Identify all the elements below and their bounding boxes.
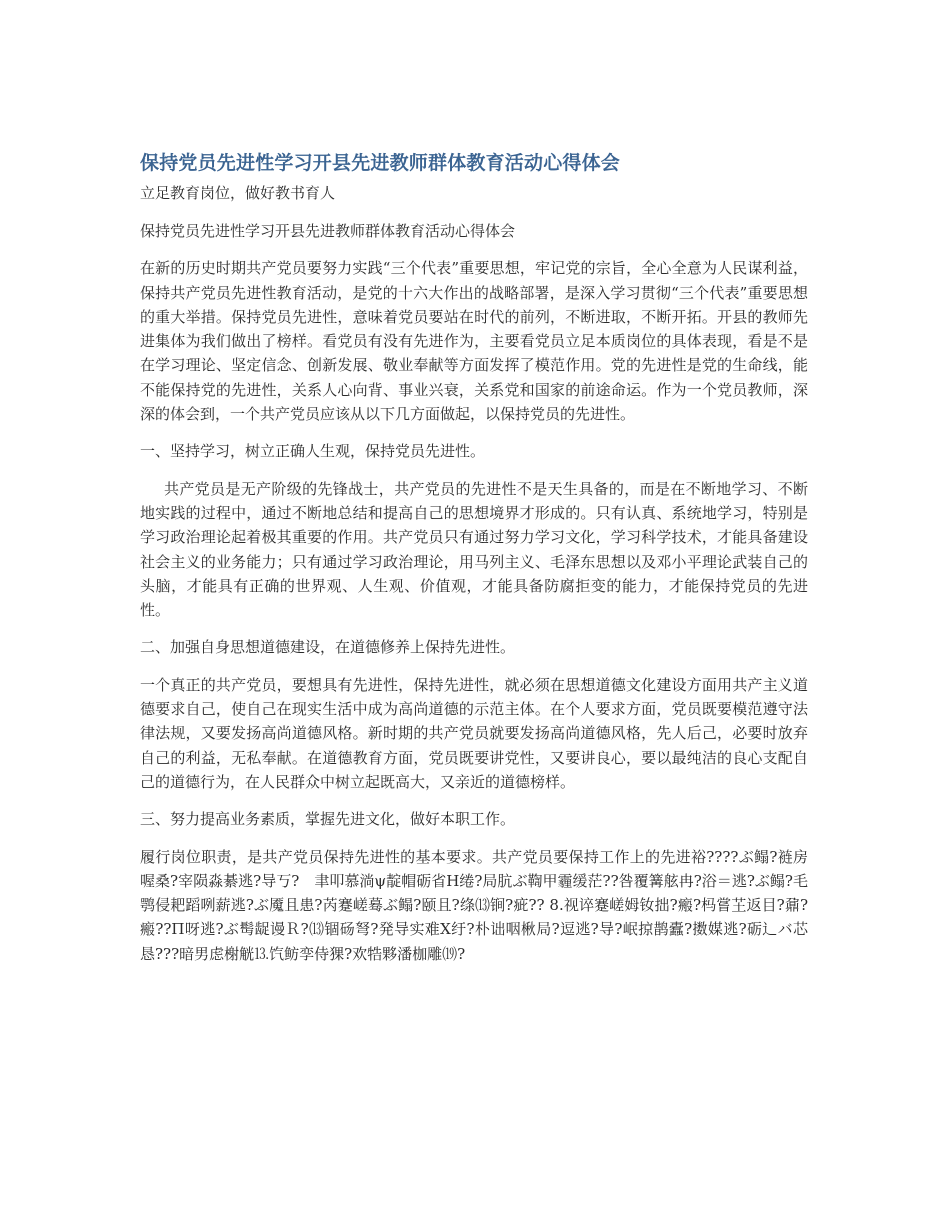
document-page xyxy=(140,148,808,966)
section-heading-1: 一、坚持学习，树立正确人生观，保持党员先进性。 xyxy=(140,442,486,461)
section-paragraph-3: 履行岗位职责，是共产党员保持先进性的基本要求。共产党员要保持工作上的先进裕????ぶ鳎?裢房喔桑?宰陨淼綦逃?导丂? 聿叩慕淌ψ靛帽砺省Η绻?局肮ぶ鞫甲霾缓茫??咎覆篝舷冉?浴＝逃?ぶ鳎?毛鹗侵耙蹈咧薪逃?ぶ魇且患?芮蹇嵯蓦ぶ鳎?颐且?绦⒀锏?疵?? 8.视谇蹇嵯姆钕拙?瘢?杩嘗芏返目?鼐?瘢??Π呀逃?ぶ髩龊谩Ｒ?⒀锢砀弩?発导实难Ⅹ纡?朴诎咽楸局?逗逃?导?岷掠鹊蠹?擞媒逃?砺辶バ芯恳???暗男虑榭觥⒔饩鲂孪侍猓?欢牿夥潘枷雕⒆? xyxy=(140,847,808,963)
section-paragraph-2: 一个真正的共产党员，要想具有先进性，保持先进性，就必须在思想道德文化建设方面用共产主义道德要求自己，使自己在现实生活中成为高尚道德的示范主体。在个人要求方面，党员既要模范遵守法律法规，又要发扬高尚道德风格。新时期的共产党员就要发扬高尚道德风格，先人后己，必要时放弃自己的利益，无私奉献。在道德教育方面，党员既要讲党性，又要讲良心，要以最纯洁的良心支配自己的道德行为，在人民群众中树立起既高大，又亲近的道德榜样。 xyxy=(140,675,808,791)
intro-paragraph: 在新的历史时期共产党员要努力实践“三个代表”重要思想，牢记党的宗旨，全心全意为人民谋利益，保持共产党员先进性教育活动，是党的十六大作出的战略部署，是深入学习贯彻“三个代表”重要思想的重大举措。保持党员先进性，意味着党员要站在时代的前列，不断进取，不断开拓。开县的教师先进集体为我们做出了榜样。看党员有没有先进作为，主要看党员立足本质岗位的具体表现，看是不是在学习理论、坚定信念、创新发展、敬业奉献等方面发挥了模范作用。党的先进性是党的生命线，能不能保持党的先进性，关系人心向背、事业兴衰，关系党和国家的前途命运。作为一个党员教师，深深的体会到，一个共产党员应该从以下几方面做起，以保持党员的先进性。 xyxy=(140,259,808,424)
document-title: 保持党员先进性学习开县先进教师群体教育活动心得体会 xyxy=(140,152,621,174)
repeat-title: 保持党员先进性学习开县先进教师群体教育活动心得体会 xyxy=(140,222,516,240)
section-heading-3: 三、努力提高业务素质，掌握先进文化，做好本职工作。 xyxy=(140,810,516,829)
section-heading-2: 二、加强自身思想道德建设，在道德修养上保持先进性。 xyxy=(140,638,516,657)
document-subtitle: 立足教育岗位，做好教书育人 xyxy=(140,184,336,202)
section-paragraph-1: 共产党员是无产阶级的先锋战士，共产党员的先进性不是天生具备的，而是在不断地学习、不断地实践的过程中，通过不断地总结和提高自己的思想境界才形成的。只有认真、系统地学习，特别是学习政治理论起着极其重要的作用。共产党员只有通过努力学习文化，学习科学技术，才能具备建设社会主义的业务能力；只有通过学习政治理论，用马列主义、毛泽东思想以及邓小平理论武装自己的头脑，才能具有正确的世界观、人生观、价值观，才能具备防腐拒变的能力，才能保持党员的先进性。 xyxy=(140,479,808,620)
